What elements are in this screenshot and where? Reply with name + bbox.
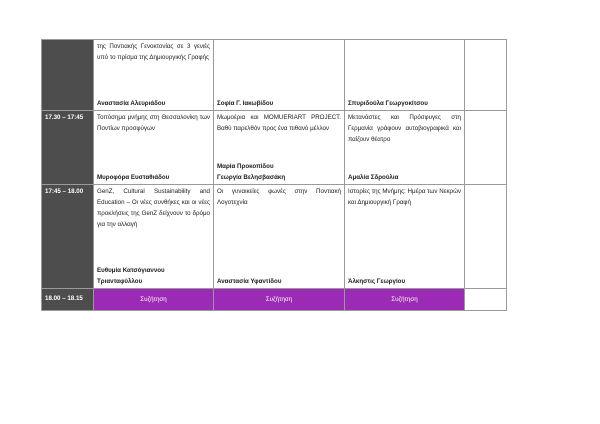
talk-title: GenZ, Cultural Sustainability and Education – Οι νέες συνθήκες και οι νέες προκλήσεις της GenZ δείχνουν το δρόμο για την αλλαγή: [97, 188, 210, 228]
speaker-name: Αναστασία Υφαντίδου: [217, 278, 282, 285]
time-slot: [42, 40, 94, 111]
discussion-cell: Συζήτηση: [94, 289, 214, 311]
schedule-row: [42, 111, 507, 185]
empty-cell: [465, 185, 507, 289]
empty-cell: [465, 40, 507, 111]
empty-cell: [465, 111, 507, 185]
schedule-row: [42, 185, 507, 289]
speaker-name: Σπυριδούλα Γεωργοκίτσου: [348, 100, 428, 107]
schedule-row: [42, 40, 507, 111]
speaker-name: Μαρία Προκοπίδου Γεωργία Βελησβασάκη: [217, 163, 286, 181]
speaker-name: Αναστασία Αλευριάδου: [97, 100, 166, 107]
session-cell: [345, 111, 465, 185]
talk-title: της Ποντιακής Γενοκτονίας σε 3 γενιές υπό το πρίσμα της Δημιουργικής Γραφής: [97, 43, 210, 61]
session-cell: [94, 185, 214, 289]
empty-cell: [465, 289, 507, 311]
speaker-name: Άλκηστις Γεωργίου: [348, 278, 406, 285]
session-cell: [94, 111, 214, 185]
session-cell: [345, 40, 465, 111]
discussion-cell: Συζήτηση: [345, 289, 465, 311]
program-schedule-table: [41, 39, 507, 311]
session-cell: [214, 185, 345, 289]
session-cell: [214, 40, 345, 111]
speaker-name: Σοφία Γ. Ιακωβίδου: [217, 100, 274, 107]
speaker-name: Αμαλία Σδρούλια: [348, 174, 399, 181]
talk-title: Ιστορίες της Μνήμης: Ημέρα των Νεκρών και Δημιουργική Γραφή: [348, 188, 461, 206]
time-slot: 18.00 – 18.15: [42, 289, 94, 311]
session-cell: [94, 40, 214, 111]
talk-title: Μετανάστες και Πρόσφυγες στη Γερμανία γράφουν αυτοβιογραφικά και παίζουν θέατρο: [348, 114, 461, 143]
talk-title: Τοπόσημα μνήμης στη Θεσσαλονίκη των Ποντίων προσφύγων: [97, 114, 210, 132]
schedule-row: [42, 289, 507, 311]
speaker-name: Μυροφόρα Ευσταθιάδου: [97, 174, 170, 181]
time-slot: 17.30 – 17:45: [42, 111, 94, 185]
session-cell: [345, 185, 465, 289]
discussion-cell: Συζήτηση: [214, 289, 345, 311]
time-slot: 17:45 – 18.00: [42, 185, 94, 289]
talk-title: Οι γυναικείες φωνές στην Ποντιακή Λογοτεχνία: [217, 188, 341, 206]
speaker-name: Ευθυμία Κατσόγιαννου Τριανταφύλλου: [97, 267, 165, 285]
session-cell: [214, 111, 345, 185]
talk-title: Μωμοέρια και MOMUERIART PROJECT. Βαθύ παρελθόν προς ένα πιθανό μέλλον: [217, 114, 341, 132]
